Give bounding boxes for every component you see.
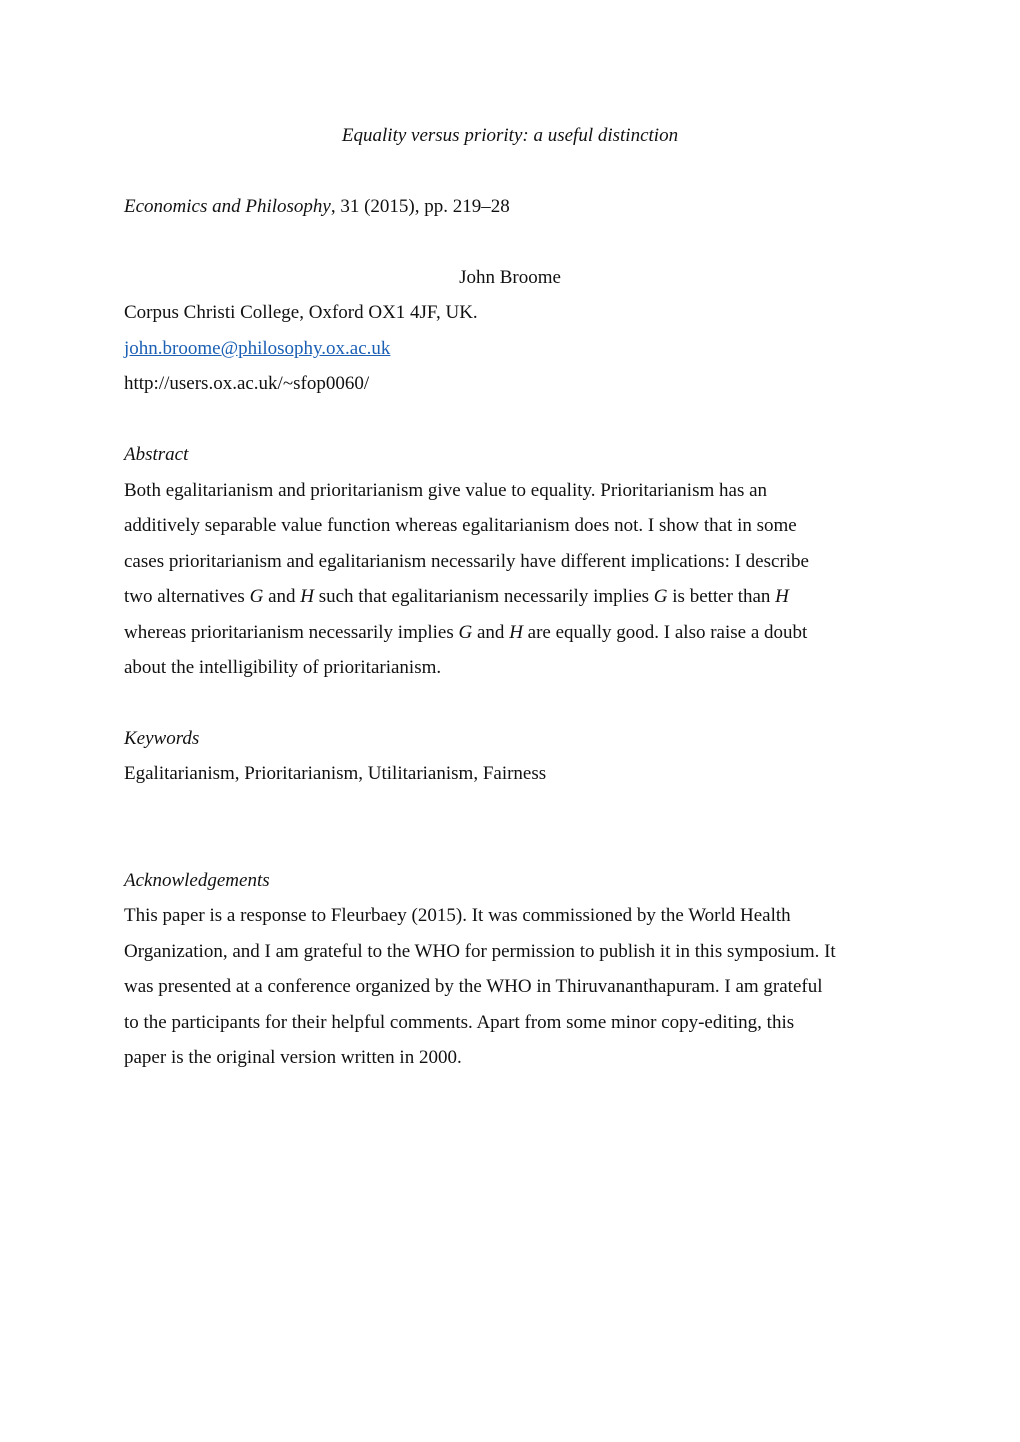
var-g: G xyxy=(653,586,668,607)
abstract-l5-part-c: are equally good. I also raise a doubt xyxy=(522,622,808,643)
abstract-l5-part-a: whereas prioritarianism necessarily implies xyxy=(124,622,459,643)
author-affiliation: Corpus Christi College, Oxford OX1 4JF, UK. xyxy=(124,302,478,323)
author-email-link[interactable]: john.broome@philosophy.ox.ac.uk xyxy=(124,338,391,359)
acknowledgements-heading: Acknowledgements xyxy=(124,870,270,891)
abstract-l4-part-d: is better than xyxy=(667,586,776,607)
author-website: http://users.ox.ac.uk/~sfop0060/ xyxy=(124,373,370,394)
abstract-line-6: about the intelligibility of prioritarianism. xyxy=(124,657,442,678)
acknowledgements-line-2: Organization, and I am grateful to the WHO for permission to publish it in this symposium. It xyxy=(124,941,836,962)
author-name: John Broome xyxy=(459,267,561,288)
paper-title: Equality versus priority: a useful distinction xyxy=(341,125,679,146)
abstract-l4-part-a: two alternatives xyxy=(124,586,250,607)
abstract-l4-part-b: and xyxy=(263,586,301,607)
acknowledgements-line-1: This paper is a response to Fleurbaey (2015). It was commissioned by the World Health xyxy=(124,905,791,926)
var-g: G xyxy=(249,586,264,607)
acknowledgements-line-4: to the participants for their helpful comments. Apart from some minor copy-editing, this xyxy=(124,1012,795,1033)
var-h: H xyxy=(300,586,314,607)
citation-details: , 31 (2015), pp. 219–28 xyxy=(330,196,510,217)
citation xyxy=(124,195,510,219)
abstract-line-5 xyxy=(124,621,807,645)
abstract-l4-part-c: such that egalitarianism necessarily implies xyxy=(313,586,654,607)
abstract-line-3: cases prioritarianism and egalitarianism necessarily have different implications: I describe xyxy=(124,551,809,572)
abstract-line-2: additively separable value function whereas egalitarianism does not. I show that in some xyxy=(124,515,797,536)
author-email-line xyxy=(124,337,390,361)
keywords-heading: Keywords xyxy=(124,728,200,749)
var-g: G xyxy=(458,622,473,643)
abstract-line-1: Both egalitarianism and prioritarianism give value to equality. Prioritarianism has an xyxy=(124,480,768,501)
abstract-heading: Abstract xyxy=(124,444,189,465)
var-h: H xyxy=(775,586,789,607)
acknowledgements-line-3: was presented at a conference organized by the WHO in Thiruvananthapuram. I am grateful xyxy=(124,976,823,997)
abstract-l5-part-b: and xyxy=(472,622,510,643)
acknowledgements-line-5: paper is the original version written in 2000. xyxy=(124,1047,462,1068)
citation-journal: Economics and Philosophy xyxy=(124,196,331,217)
abstract-line-4 xyxy=(124,585,789,609)
keywords-text: Egalitarianism, Prioritarianism, Utilitarianism, Fairness xyxy=(124,763,547,784)
var-h: H xyxy=(509,622,523,643)
